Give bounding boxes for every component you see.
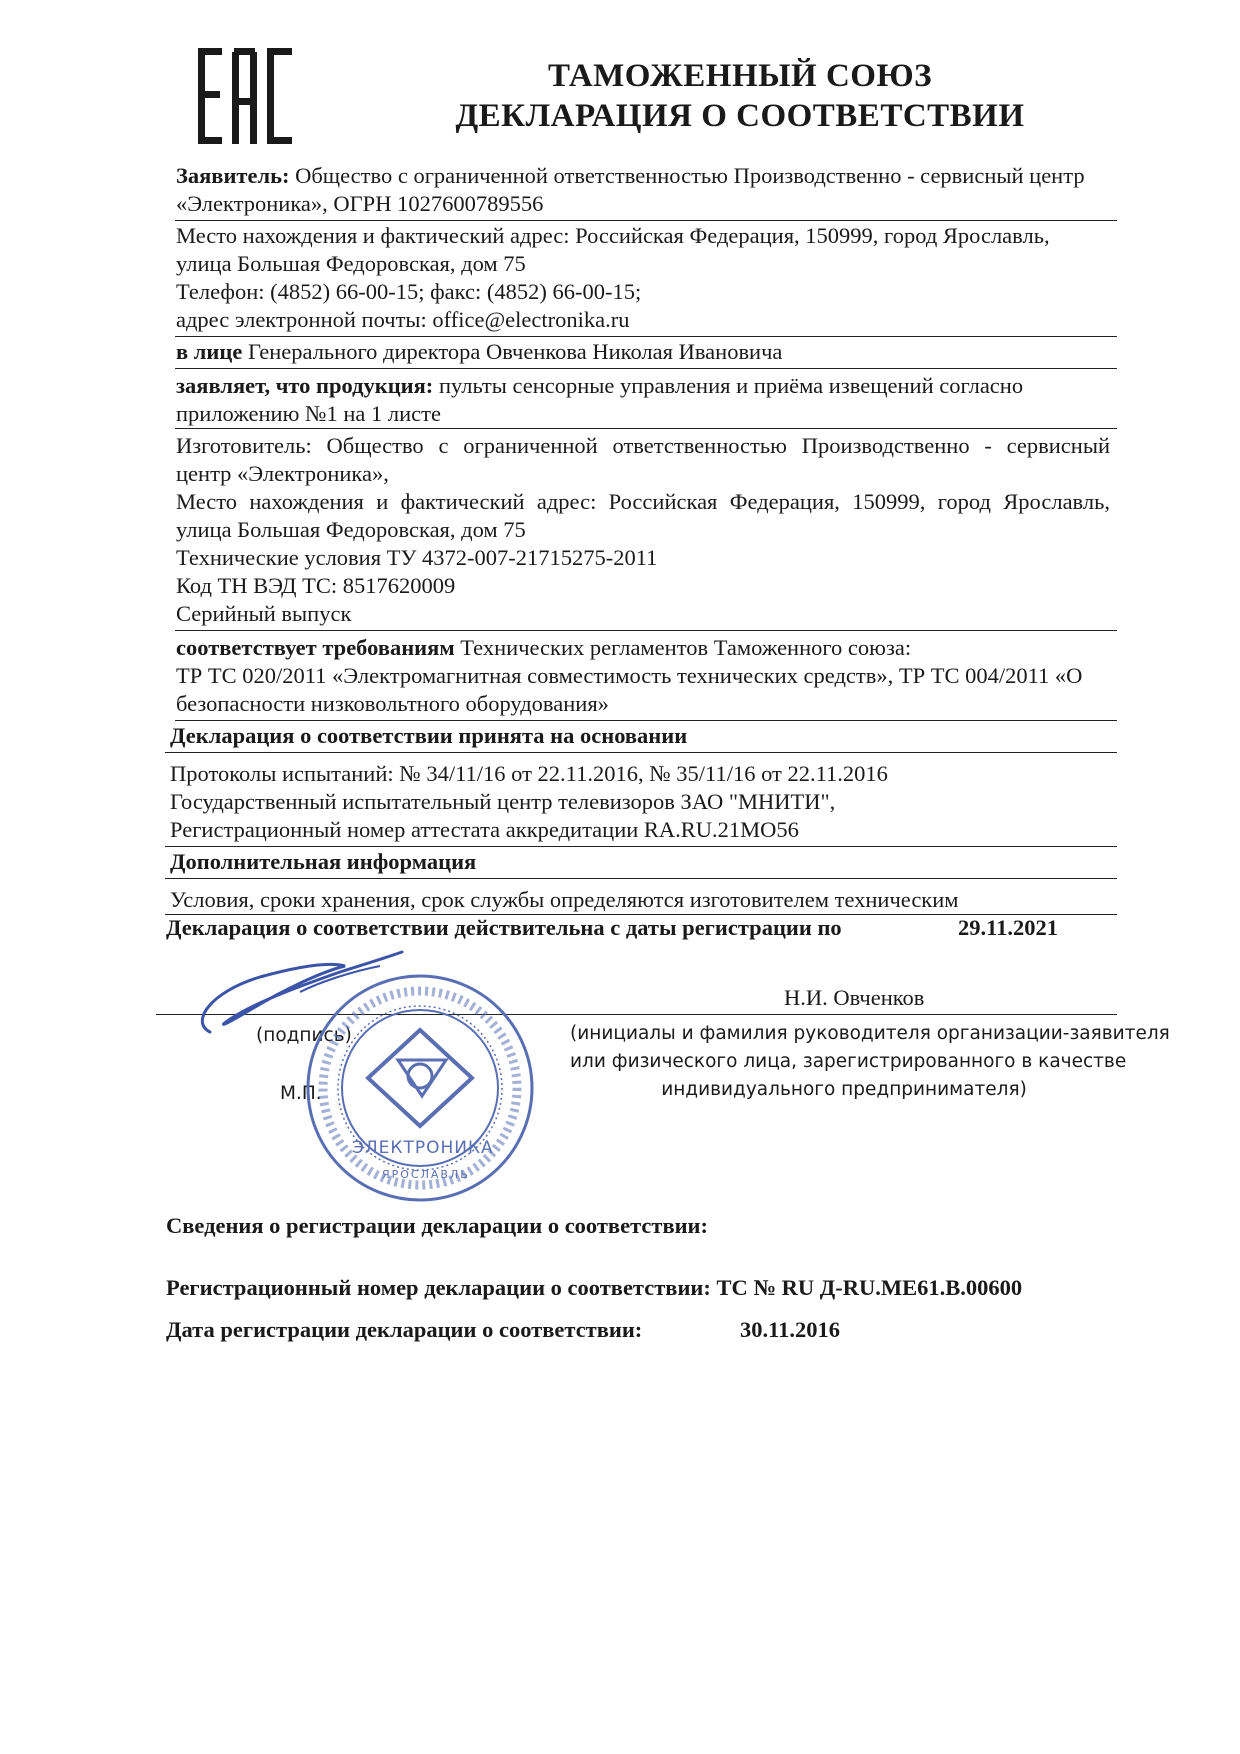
product-label: заявляет, что продукция:	[176, 373, 434, 398]
name-caption-3: индивидуального предпринимателя)	[661, 1079, 1027, 1100]
represented-line	[176, 338, 782, 366]
compliance-line-1	[176, 634, 911, 662]
registration-date-label: Дата регистрации декларации о соответствии:	[166, 1317, 643, 1342]
basis-line-2: Государственный испытательный центр телевизоров ЗАО "МНИТИ",	[170, 789, 836, 814]
represented-text: Генерального директора Овченкова Николая Ивановича	[247, 339, 783, 364]
divider	[175, 368, 1117, 369]
applicant-line-1	[176, 162, 1085, 190]
product-text-1: пульты сенсорные управления и приёма извещений согласно	[438, 373, 1024, 398]
validity-text: Декларация о соответствии действительна с даты регистрации по	[166, 915, 842, 940]
name-caption-2: или физического лица, зарегистрированного в качестве	[570, 1051, 1127, 1072]
stamp-org: ЭЛЕКТРОНИКА	[352, 1138, 494, 1158]
additional-heading: Дополнительная информация	[170, 849, 477, 874]
signatory-name: Н.И. Овченков	[784, 985, 925, 1010]
mp-label: М.П.	[280, 1083, 322, 1104]
divider	[165, 846, 1117, 847]
registration-number-label: Регистрационный номер декларации о соответствии:	[166, 1275, 711, 1300]
product-line-2: приложению №1 на 1 листе	[176, 401, 441, 426]
divider	[175, 336, 1117, 337]
registration-heading: Сведения о регистрации декларации о соответствии:	[166, 1213, 709, 1238]
tnved-line: Код ТН ВЭД ТС: 8517620009	[176, 573, 456, 598]
address-line-2: улица Большая Федоровская, дом 75	[176, 251, 526, 276]
name-caption-1: (инициалы и фамилия руководителя организации-заявителя	[570, 1023, 1170, 1044]
signature-caption: (подпись)	[256, 1025, 352, 1046]
divider	[165, 878, 1117, 879]
applicant-line-2: «Электроника», ОГРН 1027600789556	[176, 191, 544, 216]
eac-logo-icon	[196, 46, 294, 146]
email-line: адрес электронной почты: office@electronika.ru	[176, 307, 630, 332]
basis-line-1: Протоколы испытаний: № 34/11/16 от 22.11.2016, № 35/11/16 от 22.11.2016	[170, 761, 888, 786]
address-line-1: Место нахождения и фактический адрес: Российская Федерация, 150999, город Ярославль,	[176, 223, 1050, 248]
title-customs-union: ТАМОЖЕННЫЙ СОЮЗ	[547, 58, 933, 94]
compliance-text: Технических регламентов Таможенного союза:	[460, 635, 912, 660]
manufacturer-line-2: центр «Электроника»,	[176, 461, 389, 486]
represented-label: в лице	[176, 339, 243, 364]
basis-heading: Декларация о соответствии принята на основании	[170, 723, 688, 748]
applicant-label: Заявитель:	[176, 163, 290, 188]
serial-line: Серийный выпуск	[176, 601, 352, 626]
stamp-city: ЯРОСЛАВЛЬ	[382, 1168, 470, 1181]
validity-date: 29.11.2021	[958, 915, 1059, 940]
tu-line: Технические условия ТУ 4372-007-21715275-2011	[176, 545, 658, 570]
divider	[175, 630, 1117, 631]
compliance-line-3: безопасности низковольтного оборудования»	[176, 691, 609, 716]
product-line-1	[176, 372, 1023, 400]
manufacturer-line-3: Место нахождения и фактический адрес: Российская Федерация, 150999, город Ярославль,	[176, 489, 1110, 514]
applicant-text-1: Общество с ограниченной ответственностью Производственно - сервисный центр	[295, 163, 1085, 188]
compliance-label: соответствует требованиям	[176, 635, 455, 660]
name-line	[570, 1014, 1117, 1015]
compliance-line-2: ТР ТС 020/2011 «Электромагнитная совместимость технических средств», ТР ТС 004/2011 «О	[176, 663, 1083, 688]
manufacturer-line-4: улица Большая Федоровская, дом 75	[176, 517, 526, 542]
divider	[175, 220, 1117, 221]
divider	[175, 428, 1117, 429]
registration-number-line	[166, 1274, 1022, 1302]
registration-date: 30.11.2016	[740, 1317, 841, 1342]
phone-line: Телефон: (4852) 66-00-15; факс: (4852) 66-00-15;	[176, 279, 642, 304]
divider	[175, 720, 1117, 721]
manufacturer-line-1: Изготовитель: Общество с ограниченной ответственностью Производственно - сервисный	[176, 433, 1110, 458]
additional-text: Условия, сроки хранения, срок службы определяются изготовителем техническим	[170, 887, 959, 912]
title-declaration: ДЕКЛАРАЦИЯ О СООТВЕТСТВИИ	[455, 98, 1025, 134]
divider	[165, 752, 1117, 753]
registration-number: ТС № RU Д-RU.МЕ61.В.00600	[716, 1275, 1023, 1300]
basis-line-3: Регистрационный номер аттестата аккредитации RA.RU.21МО56	[170, 817, 799, 842]
